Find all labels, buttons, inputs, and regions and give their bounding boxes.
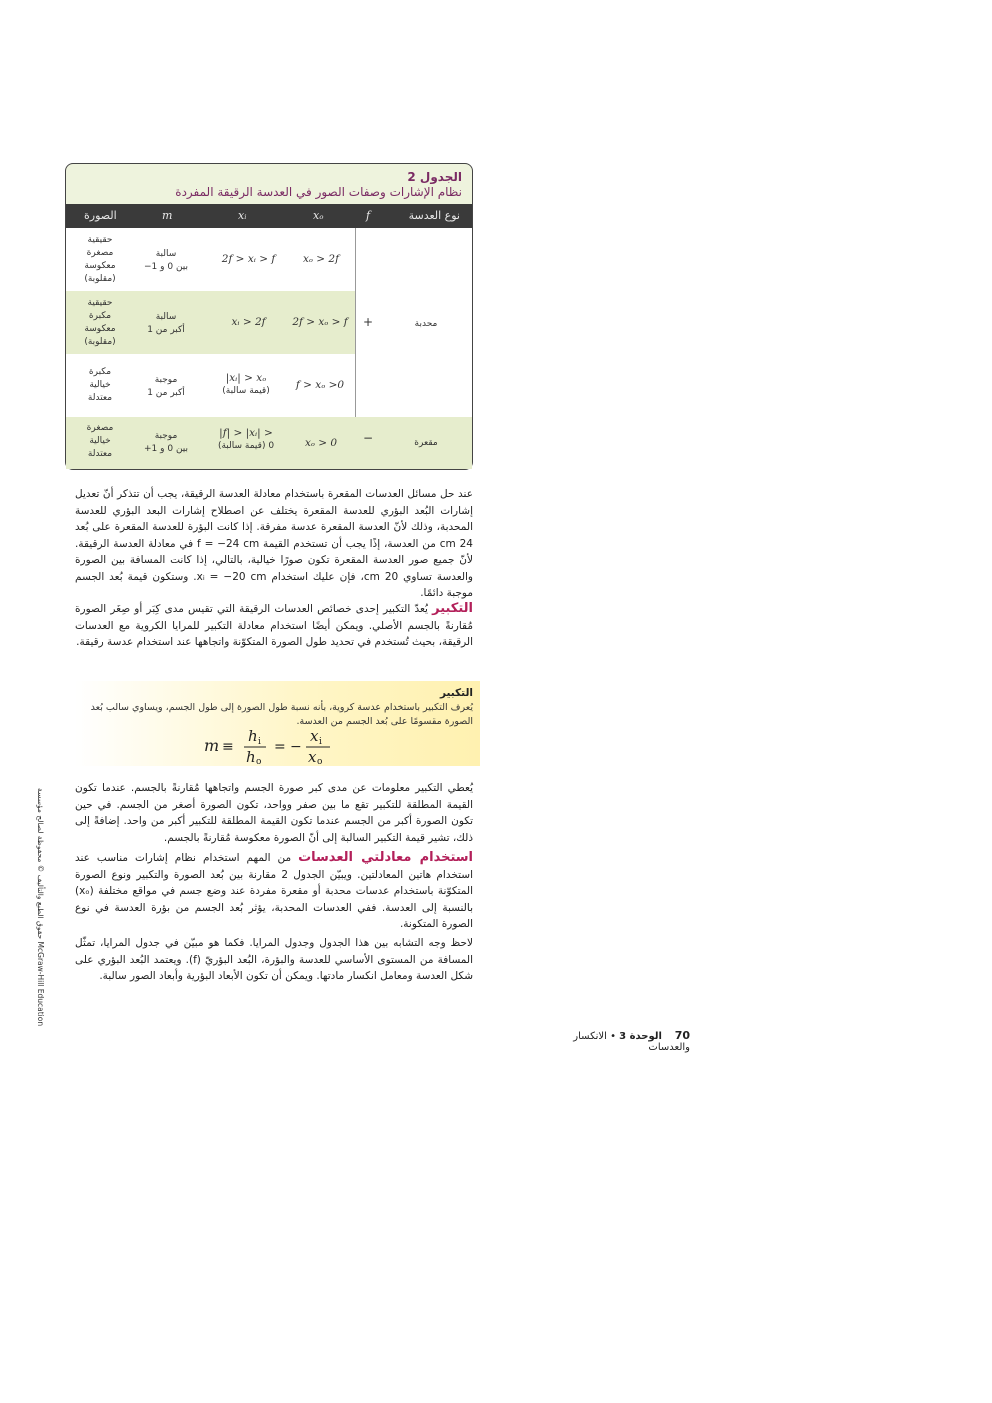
header-f: f bbox=[366, 209, 371, 222]
copyright-text: حقوق الطبع والتأليف © محفوظة لصالح مؤسسة McGraw-Hill Education bbox=[36, 788, 45, 1027]
svg-text:x: x bbox=[308, 748, 317, 766]
row-divider bbox=[355, 228, 356, 417]
definition-term: التكبير bbox=[439, 687, 473, 699]
header-image: الصورة bbox=[84, 209, 117, 222]
definition-text: يُعرف التكبير باستخدام عدسة كروية، بأنه نسبة طول الصورة إلى طول الجسم، ويساوي سالب بُعد الصورة مقسومًا على بُعد الجسم من العدسة. bbox=[90, 702, 473, 727]
cell-xi: |f| > |xᵢ| > 0 (قيمة سالبة) bbox=[217, 427, 275, 451]
unit-label: الوحدة 3 bbox=[619, 1031, 662, 1042]
cell-image: مكبرة خيالية معتدلة bbox=[87, 367, 113, 403]
paragraph-magnification-info: يُعطي التكبير معلومات عن مدى كبر صورة الجسم واتجاهها مُقارنةً بالجسم. عندما تكون القيمة المطلقة للتكبير تقع ما بين صفر وواحد، تكون الصورة أصغر من الجسم. في حين تكون الصورة أكبر من الجسم عندما تكون القيمة المطلقة للتكبير أكبر من واحد. إضافةً إلى ذلك، تشير قيمة التكبير السالبة إلى أنّ الصورة معكوسة مُقارنةً بالجسم. bbox=[75, 782, 473, 844]
svg-text:i: i bbox=[319, 737, 322, 747]
paragraph-focal-length: لاحظ وجه التشابه بين هذا الجدول وجدول المرايا. فكما هو مبيّن في جدول المرايا، تمثّل المسافة من المستوى الأساسي للعدسة والبؤرة، البُعد البؤريّ (f). ويعتمد البُعد البؤري على شكل العدسة ومعامل انكسار مادتها. ويمكن أن تكون الأبعاد البؤرية وأبعاد الصور سالبة. bbox=[75, 937, 473, 982]
page-number: 70 bbox=[674, 1029, 690, 1042]
cell-xi: |xᵢ| > xₒ (قيمة سالبة) bbox=[222, 372, 270, 396]
cell-m: سالبة أكبر من 1 bbox=[147, 312, 185, 335]
cell-image: مصغرة خيالية معتدلة bbox=[86, 423, 114, 459]
table-number: الجدول 2 bbox=[407, 170, 462, 184]
cell-image: حقيقية مصغرة معكوسة (مقلوبة) bbox=[84, 235, 116, 284]
svg-text:−: − bbox=[290, 739, 302, 755]
cell-xi: 2f > xᵢ > f bbox=[221, 253, 276, 265]
copyright-sidebar bbox=[28, 788, 45, 1068]
svg-text:i: i bbox=[258, 737, 261, 747]
header-xo: xₒ bbox=[313, 209, 324, 222]
cell-m: موجبة بين 0 و 1+ bbox=[143, 431, 189, 454]
table-row bbox=[66, 228, 355, 291]
cell-xo: xₒ > 0 bbox=[304, 437, 338, 449]
paragraph-concave-lens: عند حل مسائل العدسات المقعرة باستخدام معادلة العدسة الرقيقة، يجب أن تتذكر أنّ تعديل إشارات البُعد البؤري للعدسة المقعرة يختلف عن اصطلاح إشارات البعد البؤري للعدسة المحدبة، وذلك لأنّ العدسة المقعرة عدسة مفرقة. إذا كانت البؤرة للعدسة المقعرة على بُعد 24 cm من العدسة، إذًا يجب أن تستخدم القيمة f = −24 cm في معادلة العدسة الرقيقة. لأنّ جميع صور العدسة المقعرة تكون صورًا خيالية، بالتالي، إذا كانت المسافة بين الصورة والعدسة تساوي 20 cm، فإن عليك استخدام xᵢ = −20 cm. وستكون قيمة بُعد الجسم موجبة دائمًا. bbox=[75, 488, 474, 599]
concave-type: مقعرة bbox=[414, 438, 438, 448]
keyword-using-equations: استخدام معادلتي العدسات bbox=[298, 850, 473, 865]
table-row bbox=[66, 354, 355, 417]
cell-m: سالبة بين 0 و 1− bbox=[143, 249, 189, 272]
cell-m: موجبة أكبر من 1 bbox=[147, 375, 185, 398]
svg-text:o: o bbox=[317, 757, 323, 767]
concave-sign: − bbox=[362, 431, 374, 445]
header-lens-type: نوع العدسة bbox=[408, 209, 460, 222]
header-xi: xᵢ bbox=[238, 209, 247, 222]
header-m: m bbox=[162, 209, 173, 222]
table-2 bbox=[65, 163, 473, 470]
svg-text:h: h bbox=[246, 748, 256, 766]
bullet: • bbox=[610, 1031, 616, 1042]
table-header bbox=[66, 204, 472, 228]
svg-text:h: h bbox=[248, 727, 258, 745]
table-caption bbox=[175, 170, 462, 200]
table-title: نظام الإشارات وصفات الصور في العدسة الرقيقة المفردة bbox=[175, 185, 462, 199]
paragraph-using-equations: استخدام معادلتي العدسات من المهم استخدام نظام إشارات مناسب عند استخدام هاتين المعادلتين. ويبيّن الجدول 2 مقارنة بين بُعد الصورة والتكبير ونوع الصورة المتكوّنة باستخدام عدسات محدبة أو مقعرة مفردة عند وضع جسم في مواقع مختلفة (xₒ) بالنسبة إلى العدسة. ففي العدسات المحدبة، يؤثر بُعد الجسم من بؤرة العدسة في نوع الصورة المتكونة. bbox=[75, 850, 473, 930]
magnification-formula bbox=[200, 726, 340, 766]
svg-text:o: o bbox=[256, 757, 262, 767]
cell-xo: f > xₒ >0 bbox=[295, 379, 345, 391]
page-footer bbox=[540, 1029, 690, 1053]
svg-text:m: m bbox=[204, 736, 220, 755]
table-row bbox=[66, 417, 355, 469]
cell-image: حقيقية مكبرة معكوسة (مقلوبة) bbox=[84, 298, 116, 347]
svg-text:x: x bbox=[310, 727, 319, 745]
svg-text:≡: ≡ bbox=[222, 739, 234, 755]
cell-xo: xₒ > 2f bbox=[302, 253, 339, 265]
table-row bbox=[66, 291, 355, 354]
keyword-magnification: التكبير bbox=[432, 601, 474, 616]
paragraph-magnification: التكبير يُعدّ التكبير إحدى خصائص العدسات الرقيقة التي تقيس مدى كِبَر أو صِغَر الصورة مُقارنةً بالجسم الأصلي. ويمكن أيضًا استخدام معادلة التكبير للمرايا الكروية مع العدسات الرقيقة، بحيث تُستخدم في تحديد طول الصورة المتكوّنة واتجاهها عند استخدام عدسة رقيقة. bbox=[75, 601, 474, 648]
cell-xo: 2f > xₒ > f bbox=[292, 316, 348, 328]
convex-sign: + bbox=[362, 315, 374, 329]
cell-xi: xᵢ > 2f bbox=[231, 316, 266, 328]
unit-topic: الانكسار والعدسات bbox=[573, 1031, 690, 1053]
convex-type: محدبة bbox=[414, 319, 438, 329]
svg-text:=: = bbox=[274, 739, 286, 755]
